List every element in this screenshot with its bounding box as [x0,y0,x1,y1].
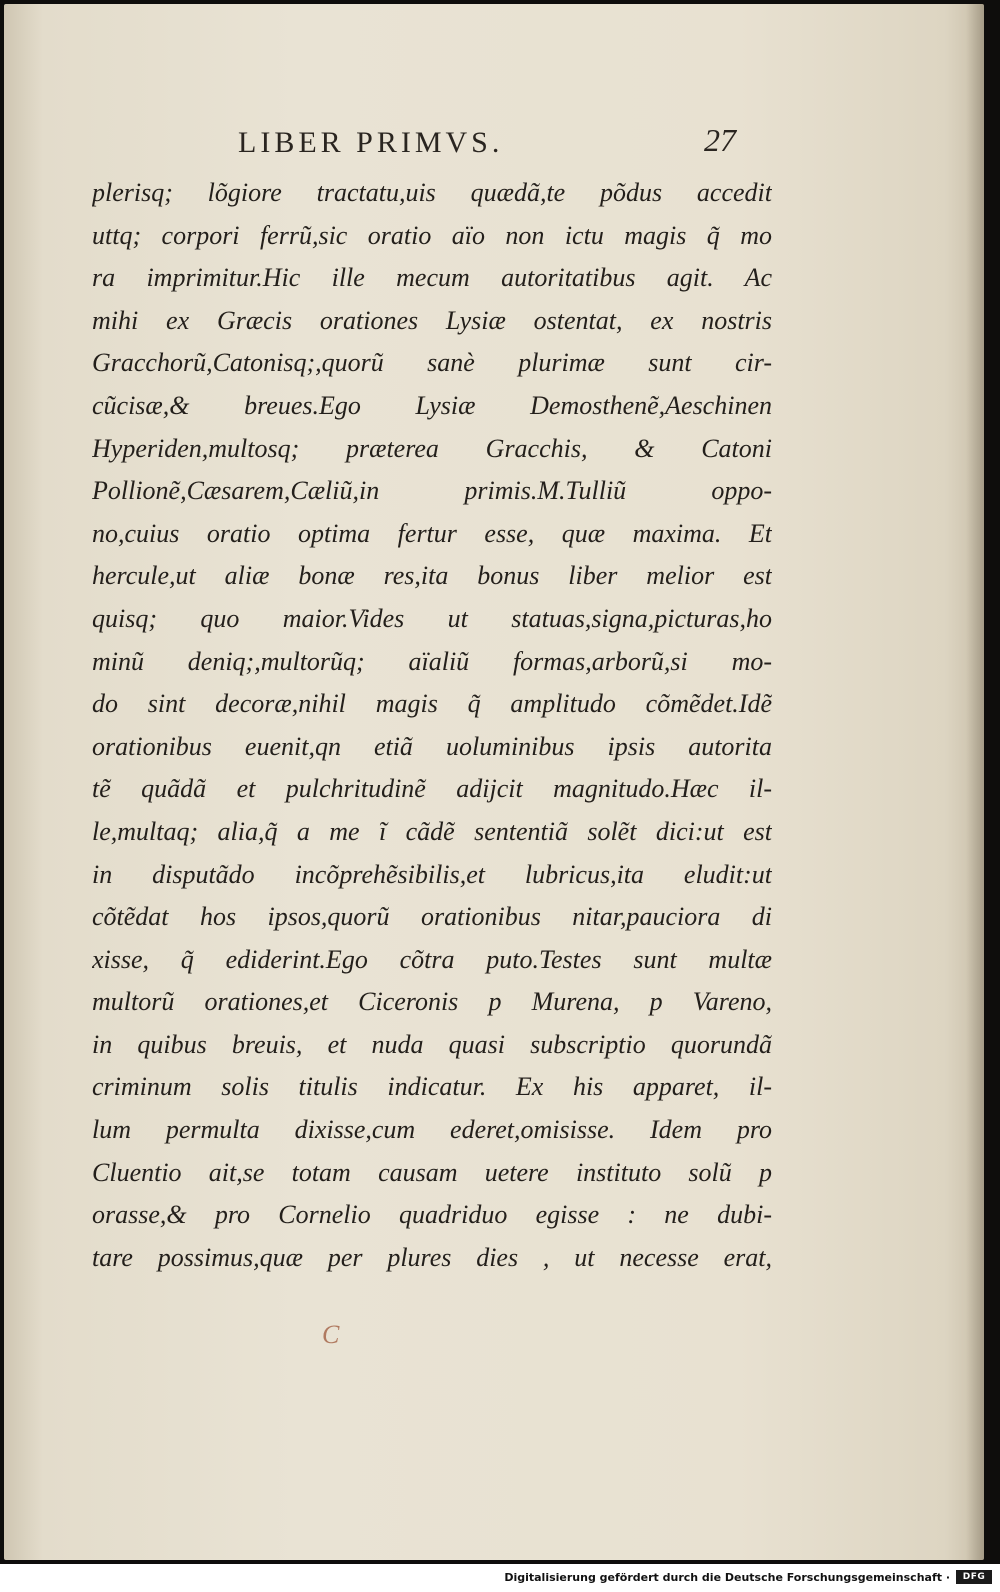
text-line: Gracchorũ,Catonisq;,quorũ sanè plurimæ sunt cir- [92,348,772,378]
text-line: le,multaq; alia,q̃ a me ĩ cãdẽ sententiã solẽt dici:ut est [92,816,772,846]
digitization-footer [0,1564,1000,1592]
text-line: cõtẽdat hos ipsos,quorũ orationibus nitar,pauciora di [92,902,772,932]
text-line: do sint decoræ,nihil magis q̃ amplitudo cõmẽdet.Idẽ [92,689,772,719]
text-line: orationibus euenit,qn etiã uoluminibus ipsis autorita [92,731,772,761]
text-line: minũ deniq;,multorũq; aïaliũ formas,arborũ,si mo- [92,646,772,676]
text-line: Pollionẽ,Cæsarem,Cæliũ,in primis.M.Tulliũ oppo- [92,476,772,506]
text-line: hercule,ut aliæ bonæ res,ita bonus liber melior est [92,561,772,591]
text-line: xisse, q̃ ediderint.Ego cõtra puto.Testes sunt multæ [92,944,772,974]
text-line: criminum solis titulis indicatur. Ex his apparet, il- [92,1072,772,1102]
text-line: in disputãdo incõprehẽsibilis,et lubricus,ita eludit:ut [92,859,772,889]
text-line: cũcisæ,& breues.Ego Lysiæ Demosthenẽ,Aeschinen [92,390,772,420]
text-line: uttq; corpori ferrũ,sic oratio aïo non ictu magis q̃ mo [92,220,772,250]
text-line: lum permulta dixisse,cum ederet,omisisse. Idem pro [92,1115,772,1145]
text-line: Cluentio ait,se totam causam uetere instituto solũ p [92,1157,772,1187]
funding-credit: Digitalisierung gefördert durch die Deutsche Forschungsgemeinschaft · [504,1571,950,1584]
text-line: multorũ orationes,et Ciceronis p Murena, p Vareno, [92,987,772,1017]
dfg-logo: DFG [956,1570,992,1584]
running-head: LIBER PRIMVS. [238,126,504,159]
signature-mark: C [322,1320,340,1349]
text-line: ra imprimitur.Hic ille mecum autoritatibus agit. Ac [92,263,772,293]
text-line: mihi ex Græcis orationes Lysiæ ostentat, ex nostris [92,305,772,335]
text-line: tẽ quãdã et pulchritudinẽ adijcit magnitudo.Hæc il- [92,774,772,804]
text-line: quisq; quo maior.Vides ut statuas,signa,picturas,ho [92,603,772,633]
text-line: plerisq; lõgiore tractatu,uis quædã,te põdus accedit [92,178,772,207]
page-number: 27 [704,122,736,158]
book-page [4,4,984,1560]
text-line: in quibus breuis, et nuda quasi subscriptio quorundã [92,1029,772,1059]
text-line: Hyperiden,multosq; præterea Gracchis, & Catoni [92,433,772,463]
text-block [92,172,772,1279]
text-line: tare possimus,quæ per plures dies , ut necesse erat, [92,1242,772,1272]
text-line: orasse,& pro Cornelio quadriduo egisse : ne dubi- [92,1200,772,1230]
text-line: no,cuius oratio optima fertur esse, quæ maxima. Et [92,518,772,548]
